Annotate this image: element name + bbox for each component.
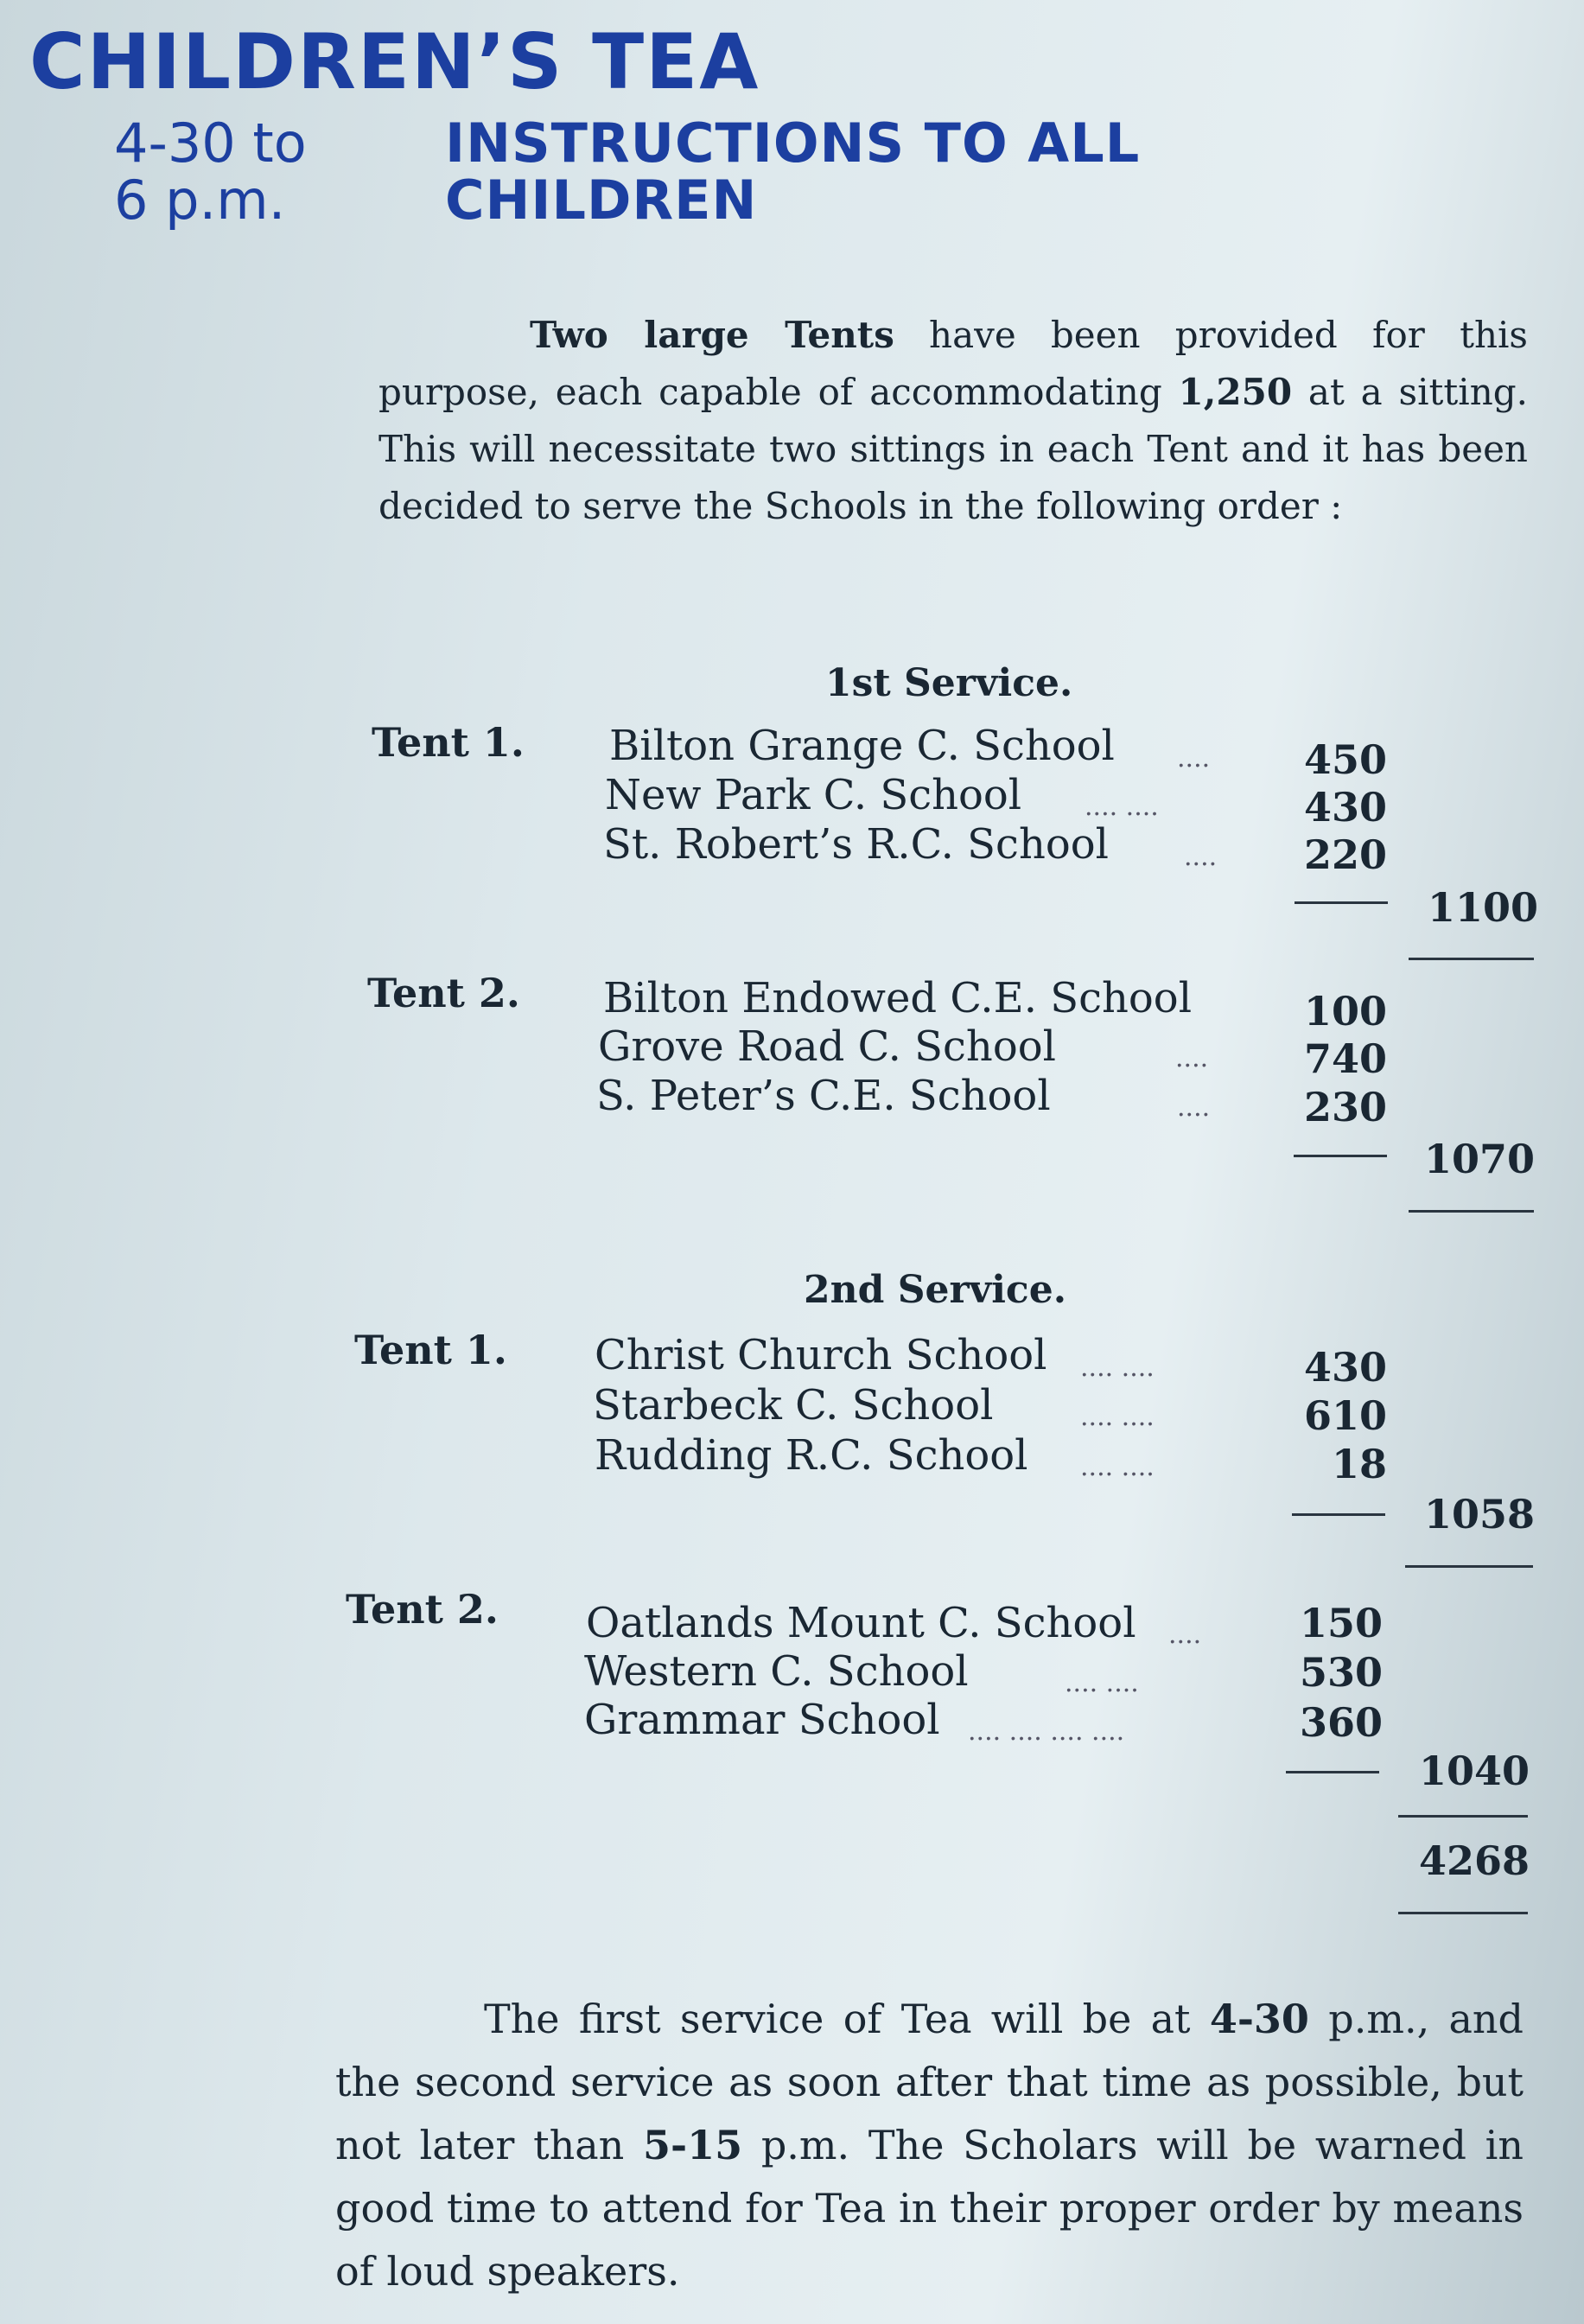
- closing-text-2: p.m., and the second service as soon after that time as possible, but not later than: [335, 1996, 1524, 2168]
- closing-time-1: 4-30: [1209, 1996, 1309, 2042]
- leader-dots: ....: [1177, 743, 1211, 774]
- leader-dots: .... ....: [1080, 1452, 1155, 1482]
- school-name: Christ Church School: [595, 1331, 1047, 1379]
- school-name: Rudding R.C. School: [595, 1431, 1028, 1480]
- leader-dots: .... ....: [1080, 1353, 1155, 1383]
- school-name: New Park C. School: [605, 771, 1022, 819]
- leader-dots: .... ....: [1085, 792, 1159, 822]
- school-count: 230: [1303, 1084, 1387, 1130]
- leader-dots: ....: [1177, 1092, 1211, 1123]
- tent-label: Tent 1.: [372, 719, 525, 766]
- school-name: St. Robert’s R.C. School: [603, 820, 1109, 869]
- school-name: Western C. School: [584, 1647, 969, 1696]
- closing-text-3: p.m. The Scholars will be warned in good time to attend for Tea in their proper order by means of loud speakers.: [335, 2122, 1524, 2295]
- page-title: CHILDREN’S TEA: [29, 17, 760, 106]
- subtotal-rule: [1409, 1210, 1534, 1213]
- school-count: 430: [1303, 1344, 1387, 1391]
- school-name: Grammar School: [584, 1696, 940, 1744]
- instructions-line-1: INSTRUCTIONS TO ALL: [445, 111, 1141, 175]
- intro-text-2: at a sitting. This will necessitate two sittings in each Tent and it has been decided to serve the Schools in the following order :: [379, 371, 1528, 527]
- subtotal-rule: [1405, 1565, 1533, 1568]
- school-name: S. Peter’s C.E. School: [596, 1072, 1051, 1120]
- leader-dots: .... ....: [1065, 1668, 1139, 1698]
- sum-rule: [1286, 1771, 1379, 1773]
- grand-total-rule: [1398, 1912, 1528, 1914]
- time-range: [114, 111, 307, 232]
- school-name: Bilton Grange C. School: [609, 722, 1115, 770]
- instructions-heading: [445, 111, 1141, 232]
- intro-lead: Two large Tents: [530, 314, 894, 356]
- intro-text-1: have been provided for this purpose, each capable of accommodating: [379, 314, 1528, 413]
- subtotal-rule: [1398, 1815, 1528, 1818]
- grand-total: 4268: [1418, 1837, 1530, 1884]
- instructions-line-2: CHILDREN: [445, 169, 758, 232]
- school-name: Starbeck C. School: [593, 1381, 994, 1429]
- school-count: 610: [1303, 1392, 1387, 1439]
- time-line-2: 6 p.m.: [114, 169, 286, 232]
- tent-label: Tent 1.: [354, 1327, 507, 1373]
- school-count: 150: [1299, 1600, 1383, 1646]
- closing-paragraph: [335, 1988, 1524, 2303]
- school-name: Bilton Endowed C.E. School: [603, 974, 1193, 1022]
- tent-label: Tent 2.: [346, 1586, 499, 1633]
- leader-dots: ....: [1184, 842, 1218, 872]
- school-name: Grove Road C. School: [598, 1022, 1056, 1071]
- tent-subtotal: 1070: [1423, 1136, 1535, 1182]
- closing-text-1: The first service of Tea will be at: [484, 1996, 1210, 2042]
- sum-rule: [1295, 901, 1388, 904]
- leader-dots: ....: [1168, 1620, 1202, 1650]
- leader-dots: .... .... .... ....: [968, 1716, 1125, 1747]
- school-count: 450: [1303, 736, 1387, 783]
- tent-label: Tent 2.: [367, 970, 520, 1016]
- closing-time-2: 5-15: [643, 2122, 743, 2168]
- school-count: 740: [1303, 1035, 1387, 1082]
- time-line-1: 4-30 to: [114, 111, 307, 175]
- school-name: Oatlands Mount C. School: [586, 1599, 1136, 1647]
- intro-capacity: 1,250: [1178, 371, 1293, 413]
- sum-rule: [1292, 1513, 1385, 1516]
- service-heading-2: 2nd Service.: [804, 1268, 1067, 1312]
- school-count: 360: [1299, 1699, 1383, 1746]
- school-count: 530: [1299, 1649, 1383, 1696]
- intro-paragraph: [379, 307, 1528, 535]
- school-count: 220: [1303, 831, 1387, 878]
- tent-subtotal: 1040: [1418, 1748, 1530, 1794]
- subtotal-rule: [1409, 958, 1534, 960]
- school-count: 430: [1303, 784, 1387, 831]
- tent-subtotal: 1058: [1423, 1491, 1535, 1538]
- school-count: 18: [1331, 1441, 1387, 1487]
- sum-rule: [1294, 1155, 1387, 1157]
- leader-dots: ....: [1175, 1043, 1209, 1073]
- tent-subtotal: 1100: [1427, 884, 1538, 931]
- school-count: 100: [1303, 988, 1387, 1035]
- service-heading-1: 1st Service.: [825, 661, 1073, 705]
- leader-dots: .... ....: [1080, 1402, 1155, 1432]
